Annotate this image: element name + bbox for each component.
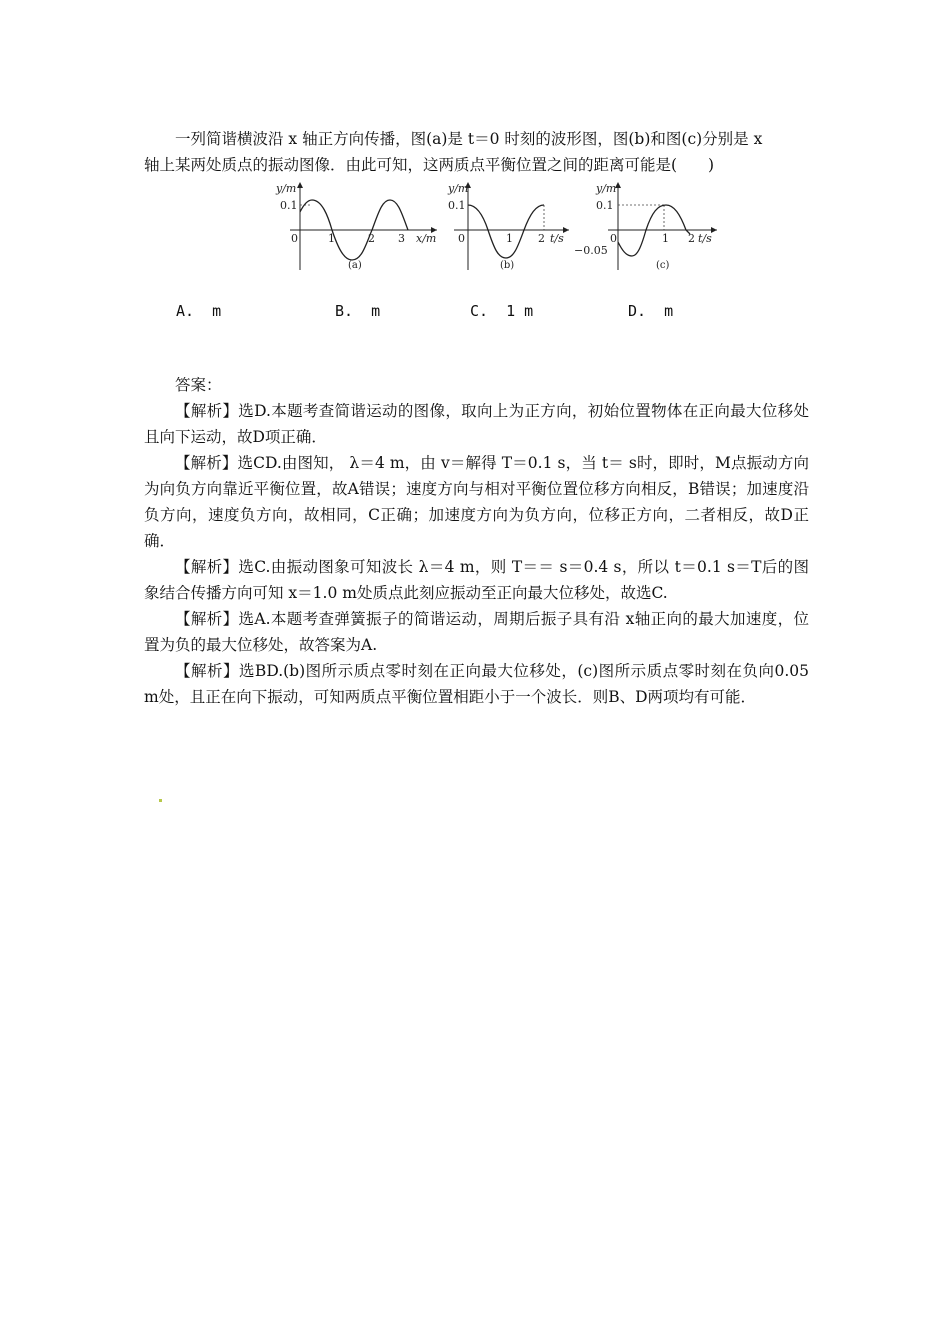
figure-a-ylabel: y/m xyxy=(276,182,297,195)
question-text xyxy=(144,126,809,178)
figure-b-xtick-2: 2 xyxy=(538,232,545,245)
figure-b-xlabel: t/s xyxy=(550,232,564,245)
figure-c-vibration-graph xyxy=(572,178,722,278)
figure-group xyxy=(262,178,722,278)
figure-a-origin: 0 xyxy=(291,232,298,245)
figure-c-caption: (c) xyxy=(656,260,670,271)
explanation-3: 【解析】选C.由振动图象可知波长 λ＝4 m，则 T＝＝ s＝0.4 s，所以 t＝0.1 s＝T后的图象结合传播方向可知 x＝1.0 m处质点此刻应振动至正向最大位移处，故选C. xyxy=(144,558,809,602)
option-d xyxy=(628,302,673,320)
figure-a-ytick: 0.1 xyxy=(280,199,298,212)
figure-c-xlabel: t/s xyxy=(698,232,712,245)
explanation-1: 【解析】选D.本题考查简谐运动的图像，取向上为正方向，初始位置物体在正向最大位移处且向下运动，故D项正确． xyxy=(144,402,809,446)
figure-b-caption: (b) xyxy=(500,260,515,271)
figure-a-wave-graph xyxy=(262,178,442,278)
figure-c-x-arrow xyxy=(711,227,717,233)
question-line-1: 一列简谐横波沿 x 轴正方向传播，图(a)是 t＝0 时刻的波形图，图(b)和图(c)分别是 x xyxy=(175,130,763,148)
stray-dot xyxy=(159,799,162,802)
figure-c-xtick-2: 2 xyxy=(688,232,695,245)
option-a xyxy=(176,302,221,320)
figure-b-vibration-graph xyxy=(444,178,574,278)
figure-b-x-arrow xyxy=(563,227,569,233)
option-b-value: m xyxy=(371,302,381,320)
option-c-label: C. xyxy=(470,302,489,320)
figure-c-yneg: −0.05 xyxy=(574,244,608,257)
figure-b-xtick-1: 1 xyxy=(506,232,513,245)
figure-a-xlabel: x/m xyxy=(416,232,437,245)
figure-c-ylabel: y/m xyxy=(596,182,617,195)
explanation-4: 【解析】选A.本题考查弹簧振子的简谐运动，周期后振子具有沿 x轴正向的最大加速度，位置为负的最大位移处，故答案为A. xyxy=(144,610,809,654)
question-line-2: 轴上某两处质点的振动图像．由此可知，这两质点平衡位置之间的距离可能是( ) xyxy=(144,156,715,174)
figure-a-xtick-3: 3 xyxy=(398,232,405,245)
option-c xyxy=(470,302,533,320)
explanation-5: 【解析】选BD.(b)图所示质点零时刻在正向最大位移处，(c)图所示质点零时刻在负向0.05 m处，且正在向下振动，可知两质点平衡位置相距小于一个波长．则B、D两项均有可能． xyxy=(144,662,809,706)
option-d-value: m xyxy=(664,302,674,320)
option-b xyxy=(335,302,380,320)
option-b-label: B. xyxy=(335,302,354,320)
option-a-label: A. xyxy=(176,302,195,320)
answer-heading: 答案： xyxy=(175,376,222,394)
figure-a-y-arrow xyxy=(297,182,303,188)
option-c-value: 1 m xyxy=(506,302,534,320)
figure-c-ytick: 0.1 xyxy=(596,199,614,212)
figure-a-caption: (a) xyxy=(348,260,362,271)
figure-a-xtick-1: 1 xyxy=(328,232,335,245)
figure-b-ytick: 0.1 xyxy=(448,199,466,212)
figure-b-origin: 0 xyxy=(458,232,465,245)
figure-b-ylabel: y/m xyxy=(448,182,469,195)
explanation-2: 【解析】选CD.由图知， λ＝4 m，由 v＝解得 T＝0.1 s，当 t＝ s时，即时，M点振动方向为向负方向靠近平衡位置，故A错误；速度方向与相对平衡位置位移方向相反，B错误；加速度沿负方向，速度负方向，故相同，C正确；加速度方向为负方向，位移正方向，二者相反，故D正确． xyxy=(144,454,809,550)
option-d-label: D. xyxy=(628,302,647,320)
figure-c-origin: 0 xyxy=(610,232,617,245)
option-a-value: m xyxy=(212,302,222,320)
figure-c-xtick-1: 1 xyxy=(662,232,669,245)
figure-a-xtick-2: 2 xyxy=(368,232,375,245)
